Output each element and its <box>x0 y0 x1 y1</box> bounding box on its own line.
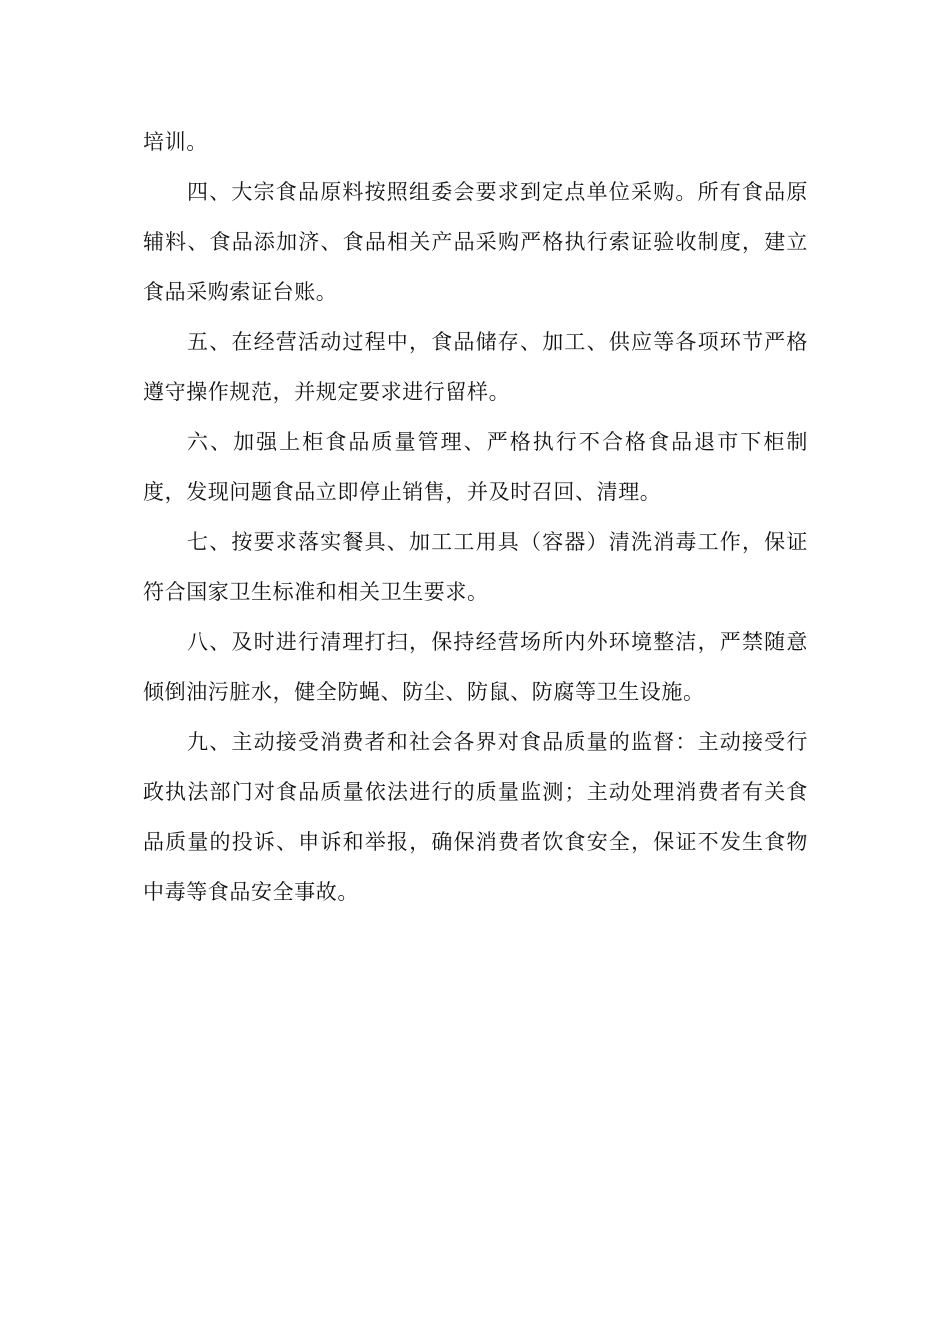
paragraph-item-6-quality-management: 六、加强上柜食品质量管理、严格执行不合格食品退市下柜制度，发现问题食品立即停止销售，并及时召回、清理。 <box>143 430 808 504</box>
paragraph-item-7-disinfection: 七、按要求落实餐具、加工工用具（容器）清洗消毒工作，保证符合国家卫生标准和相关卫生要求。 <box>143 530 808 604</box>
document-body <box>143 117 808 917</box>
paragraph-item-9-supervision: 九、主动接受消费者和社会各界对食品质量的监督：主动接受行政执法部门对食品质量依法进行的质量监测；主动处理消费者有关食品质量的投诉、申诉和举报，确保消费者饮食安全，保证不发生食物中毒等食品安全事故。 <box>143 730 808 904</box>
paragraph-item-4-procurement: 四、大宗食品原料按照组委会要求到定点单位采购。所有食品原辅料、食品添加济、食品相关产品采购严格执行索证验收制度，建立食品采购索证台账。 <box>143 180 808 304</box>
paragraph-item-8-cleaning: 八、及时进行清理打扫，保持经营场所内外环境整洁，严禁随意倾倒油污脏水，健全防蝇、防尘、防鼠、防腐等卫生设施。 <box>143 630 808 704</box>
paragraph-continuation-training: 培训。 <box>143 130 208 154</box>
paragraph-item-5-operation: 五、在经营活动过程中，食品储存、加工、供应等各项环节严格遵守操作规范，并规定要求进行留样。 <box>143 330 808 404</box>
